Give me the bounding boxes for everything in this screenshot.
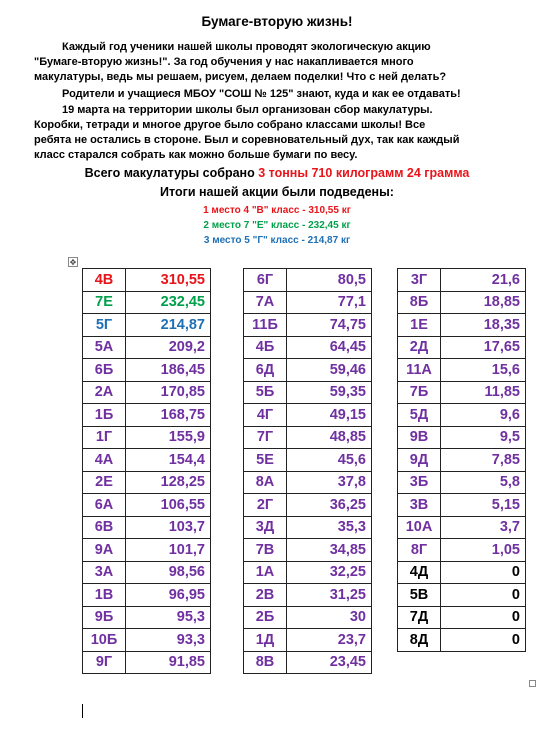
text-line: ребята не остались в стороне. Был и соревновательный дух, так как каждый <box>34 134 460 146</box>
weight-cell: 0 <box>441 584 526 607</box>
weight-cell: 49,15 <box>287 404 372 427</box>
weight-cell: 48,85 <box>287 426 372 449</box>
page-title: Бумаге-вторую жизнь! <box>201 14 353 29</box>
weight-cell: 59,46 <box>287 359 372 382</box>
weight-cell: 36,25 <box>287 494 372 517</box>
class-cell: 1Е <box>398 314 441 337</box>
class-cell: 5Д <box>398 404 441 427</box>
paragraph-event <box>34 103 518 163</box>
class-cell: 3Д <box>244 516 287 539</box>
table-row <box>398 516 526 539</box>
weight-cell: 74,75 <box>287 314 372 337</box>
table-row <box>83 516 211 539</box>
table-row <box>244 449 372 472</box>
class-cell: 7В <box>244 539 287 562</box>
class-cell: 3Б <box>398 471 441 494</box>
table-row <box>244 291 372 314</box>
second-place: 2 место 7 "Е" класс - 232,45 кг <box>203 220 351 231</box>
class-cell: 4Д <box>398 561 441 584</box>
class-cell: 2А <box>83 381 126 404</box>
table-row <box>398 449 526 472</box>
text-line: 19 марта на территории школы был организован сбор макулатуры. <box>62 104 433 116</box>
class-cell: 8Г <box>398 539 441 562</box>
text-line: Коробки, тетради и многое другое было собрано классами школы! Все <box>34 119 426 131</box>
weight-cell: 31,25 <box>287 584 372 607</box>
class-cell: 2Е <box>83 471 126 494</box>
class-cell: 5А <box>83 336 126 359</box>
weight-cell: 155,9 <box>126 426 211 449</box>
results-title: Итоги нашей акции были подведены: <box>160 185 394 199</box>
third-place: 3 место 5 "Г" класс - 214,87 кг <box>203 235 351 246</box>
class-cell: 4Б <box>244 336 287 359</box>
weight-cell: 23,7 <box>287 629 372 652</box>
weight-cell: 18,85 <box>441 291 526 314</box>
table-row <box>83 291 211 314</box>
table-row <box>83 494 211 517</box>
results-table-right <box>397 268 526 652</box>
weight-cell: 80,5 <box>287 269 372 292</box>
total-prefix: Всего макулатуры собрано <box>84 166 259 180</box>
weight-cell: 59,35 <box>287 381 372 404</box>
weight-cell: 23,45 <box>287 651 372 674</box>
class-cell: 3А <box>83 561 126 584</box>
table-row <box>244 584 372 607</box>
weight-cell: 34,85 <box>287 539 372 562</box>
paragraph-parents <box>34 87 518 102</box>
table-row <box>244 269 372 292</box>
weight-cell: 1,05 <box>441 539 526 562</box>
weight-cell: 95,3 <box>126 606 211 629</box>
table-row <box>244 561 372 584</box>
table-row <box>83 404 211 427</box>
weight-cell: 91,85 <box>126 651 211 674</box>
class-cell: 5Г <box>83 314 126 337</box>
weight-cell: 168,75 <box>126 404 211 427</box>
table-row <box>244 381 372 404</box>
table-row <box>398 584 526 607</box>
class-cell: 2В <box>244 584 287 607</box>
weight-cell: 209,2 <box>126 336 211 359</box>
weight-cell: 101,7 <box>126 539 211 562</box>
weight-cell: 5,8 <box>441 471 526 494</box>
table-row <box>83 539 211 562</box>
class-cell: 1А <box>244 561 287 584</box>
class-cell: 7Б <box>398 381 441 404</box>
table-row <box>83 471 211 494</box>
weight-cell: 9,5 <box>441 426 526 449</box>
class-cell: 3В <box>398 494 441 517</box>
weight-cell: 186,45 <box>126 359 211 382</box>
table-row <box>83 269 211 292</box>
class-cell: 1Б <box>83 404 126 427</box>
class-cell: 8А <box>244 471 287 494</box>
class-cell: 4А <box>83 449 126 472</box>
class-cell: 2Д <box>398 336 441 359</box>
weight-cell: 11,85 <box>441 381 526 404</box>
table-row <box>398 606 526 629</box>
class-cell: 7Г <box>244 426 287 449</box>
weight-cell: 37,8 <box>287 471 372 494</box>
class-cell: 4Г <box>244 404 287 427</box>
results-table-left <box>82 268 211 674</box>
table-row <box>398 471 526 494</box>
weight-cell: 64,45 <box>287 336 372 359</box>
class-cell: 5В <box>398 584 441 607</box>
table-row <box>398 314 526 337</box>
table-row <box>398 561 526 584</box>
weight-cell: 103,7 <box>126 516 211 539</box>
table-row <box>83 359 211 382</box>
weight-cell: 310,55 <box>126 269 211 292</box>
weight-cell: 170,85 <box>126 381 211 404</box>
table-row <box>244 494 372 517</box>
class-cell: 7А <box>244 291 287 314</box>
table-row <box>244 516 372 539</box>
weight-cell: 93,3 <box>126 629 211 652</box>
weight-cell: 106,55 <box>126 494 211 517</box>
weight-cell: 98,56 <box>126 561 211 584</box>
table-row <box>398 404 526 427</box>
table-row <box>398 291 526 314</box>
table-row <box>398 336 526 359</box>
table-row <box>244 629 372 652</box>
table-row <box>398 629 526 652</box>
class-cell: 3Г <box>398 269 441 292</box>
text-line: Каждый год ученики нашей школы проводят экологическую акцию <box>62 41 431 53</box>
table-row <box>244 539 372 562</box>
table-row <box>398 269 526 292</box>
table-row <box>83 606 211 629</box>
weight-cell: 0 <box>441 629 526 652</box>
table-row <box>398 494 526 517</box>
weight-cell: 17,65 <box>441 336 526 359</box>
weight-cell: 9,6 <box>441 404 526 427</box>
class-cell: 8Б <box>398 291 441 314</box>
table-row <box>83 651 211 674</box>
class-cell: 5Е <box>244 449 287 472</box>
text-line: "Бумаге-вторую жизнь!". За год обучения у нас накапливается много <box>34 56 414 68</box>
table-row <box>244 651 372 674</box>
total-amount: 3 тонны 710 килограмм 24 грамма <box>258 166 470 180</box>
results-table-middle <box>243 268 372 674</box>
table-row <box>83 314 211 337</box>
table-row <box>83 629 211 652</box>
class-cell: 6Г <box>244 269 287 292</box>
class-cell: 10Б <box>83 629 126 652</box>
class-cell: 8Д <box>398 629 441 652</box>
class-cell: 1В <box>83 584 126 607</box>
table-row <box>398 539 526 562</box>
table-row <box>398 381 526 404</box>
class-cell: 1Д <box>244 629 287 652</box>
weight-cell: 7,85 <box>441 449 526 472</box>
class-cell: 6Б <box>83 359 126 382</box>
weight-cell: 35,3 <box>287 516 372 539</box>
table-row <box>244 606 372 629</box>
weight-cell: 0 <box>441 606 526 629</box>
table-row <box>244 471 372 494</box>
weight-cell: 32,25 <box>287 561 372 584</box>
text-line: макулатуры, ведь мы решаем, рисуем, делаем поделки! Что с ней делать? <box>34 71 447 83</box>
class-cell: 1Г <box>83 426 126 449</box>
weight-cell: 45,6 <box>287 449 372 472</box>
table-row <box>244 426 372 449</box>
weight-cell: 3,7 <box>441 516 526 539</box>
weight-cell: 0 <box>441 561 526 584</box>
class-cell: 2Б <box>244 606 287 629</box>
class-cell: 7Е <box>83 291 126 314</box>
first-place: 1 место 4 "В" класс - 310,55 кг <box>203 205 351 216</box>
class-cell: 9А <box>83 539 126 562</box>
weight-cell: 5,15 <box>441 494 526 517</box>
weight-cell: 154,4 <box>126 449 211 472</box>
weight-cell: 232,45 <box>126 291 211 314</box>
class-cell: 7Д <box>398 606 441 629</box>
text-cursor <box>82 704 83 718</box>
weight-cell: 30 <box>287 606 372 629</box>
paragraph-intro <box>34 40 518 85</box>
weight-cell: 15,6 <box>441 359 526 382</box>
resize-handle-icon[interactable] <box>529 680 536 687</box>
weight-cell: 18,35 <box>441 314 526 337</box>
class-cell: 9В <box>398 426 441 449</box>
weight-cell: 128,25 <box>126 471 211 494</box>
class-cell: 9Д <box>398 449 441 472</box>
table-row <box>83 449 211 472</box>
class-cell: 10А <box>398 516 441 539</box>
class-cell: 6Д <box>244 359 287 382</box>
class-cell: 9Г <box>83 651 126 674</box>
text-line: класс старался собрать как можно больше бумаги по весу. <box>34 149 358 161</box>
class-cell: 8В <box>244 651 287 674</box>
class-cell: 4В <box>83 269 126 292</box>
table-row <box>83 381 211 404</box>
class-cell: 6В <box>83 516 126 539</box>
table-row <box>83 426 211 449</box>
table-row <box>83 561 211 584</box>
class-cell: 11Б <box>244 314 287 337</box>
weight-cell: 214,87 <box>126 314 211 337</box>
table-row <box>398 359 526 382</box>
class-cell: 11А <box>398 359 441 382</box>
table-row <box>244 359 372 382</box>
class-cell: 5Б <box>244 381 287 404</box>
table-row <box>244 336 372 359</box>
table-row <box>83 336 211 359</box>
table-row <box>398 426 526 449</box>
class-cell: 2Г <box>244 494 287 517</box>
move-arrows-icon[interactable]: ✥ <box>69 258 77 267</box>
table-row <box>244 404 372 427</box>
weight-cell: 96,95 <box>126 584 211 607</box>
class-cell: 9Б <box>83 606 126 629</box>
table-row <box>83 584 211 607</box>
total-line <box>0 166 554 180</box>
table-row <box>244 314 372 337</box>
weight-cell: 77,1 <box>287 291 372 314</box>
weight-cell: 21,6 <box>441 269 526 292</box>
class-cell: 6А <box>83 494 126 517</box>
text-line: Родители и учащиеся МБОУ "СОШ № 125" знают, куда и как ее отдавать! <box>62 88 461 100</box>
